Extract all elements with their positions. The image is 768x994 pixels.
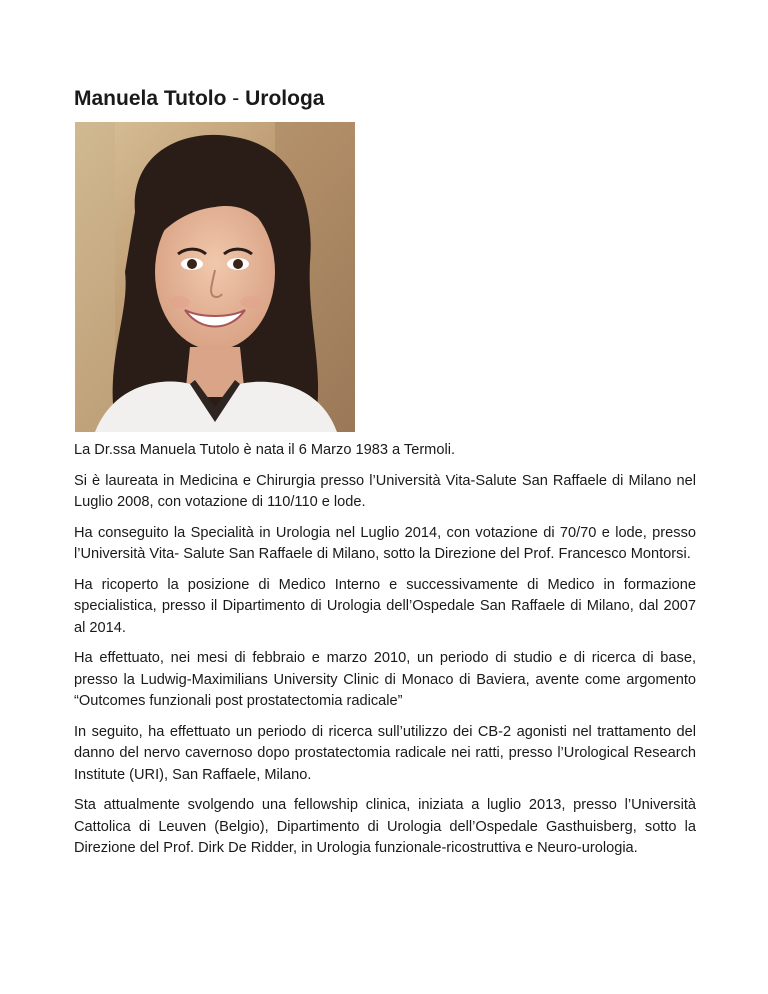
bio-paragraph: Si è laureata in Medicina e Chirurgia presso l’Università Vita-Salute San Raffaele di Milano nel Luglio 2008, con votazione di 110/110 e lode. — [74, 472, 696, 510]
portrait-illustration — [75, 122, 355, 432]
bio-paragraph: In seguito, ha effettuato un periodo di ricerca sull’utilizzo dei CB-2 agonisti nel trattamento del danno del nervo cavernoso dopo prostatectomia radicale nei ratti, presso l’Urological Research Institute (URI), San Raffaele, Milano. — [74, 723, 696, 783]
bio-paragraph: La Dr.ssa Manuela Tutolo è nata il 6 Marzo 1983 a Termoli. — [74, 442, 455, 458]
bio-paragraph: Ha effettuato, nei mesi di febbraio e marzo 2010, un periodo di studio e di ricerca di base, presso la Ludwig-Maximilians University Clinic di Monaco di Baviera, avente come argomento “Outcomes funzionali post prostatectomia radicale” — [74, 650, 696, 709]
doctor-role: Urologa — [245, 87, 325, 110]
title-separator: - — [232, 87, 240, 110]
bio-paragraph: Sta attualmente svolgendo una fellowship clinica, iniziata a luglio 2013, presso l’Università Cattolica di Leuven (Belgio), Dipartimento di Urologia dell’Ospedale Gasthuisberg, sotto la Direzione del Prof. Dirk De Ridder, in Urologia funzionale-ricostruttiva e Neuro-urologia. — [74, 797, 696, 856]
page-title — [74, 84, 324, 114]
doctor-name: Manuela Tutolo — [74, 87, 227, 110]
biography — [74, 440, 696, 869]
bio-paragraph: Ha conseguito la Specialità in Urologia nel Luglio 2014, con votazione di 70/70 e lode, presso l’Università Vita- Salute San Raffaele di Milano, sotto la Direzione del Prof. Francesco Montorsi. — [74, 524, 696, 562]
bio-paragraph: Ha ricoperto la posizione di Medico Interno e successivamente di Medico in formazione specialistica, presso il Dipartimento di Urologia dell’Ospedale San Raffaele di Milano, dal 2007 al 2014. — [74, 576, 696, 636]
portrait-photo — [75, 122, 355, 432]
